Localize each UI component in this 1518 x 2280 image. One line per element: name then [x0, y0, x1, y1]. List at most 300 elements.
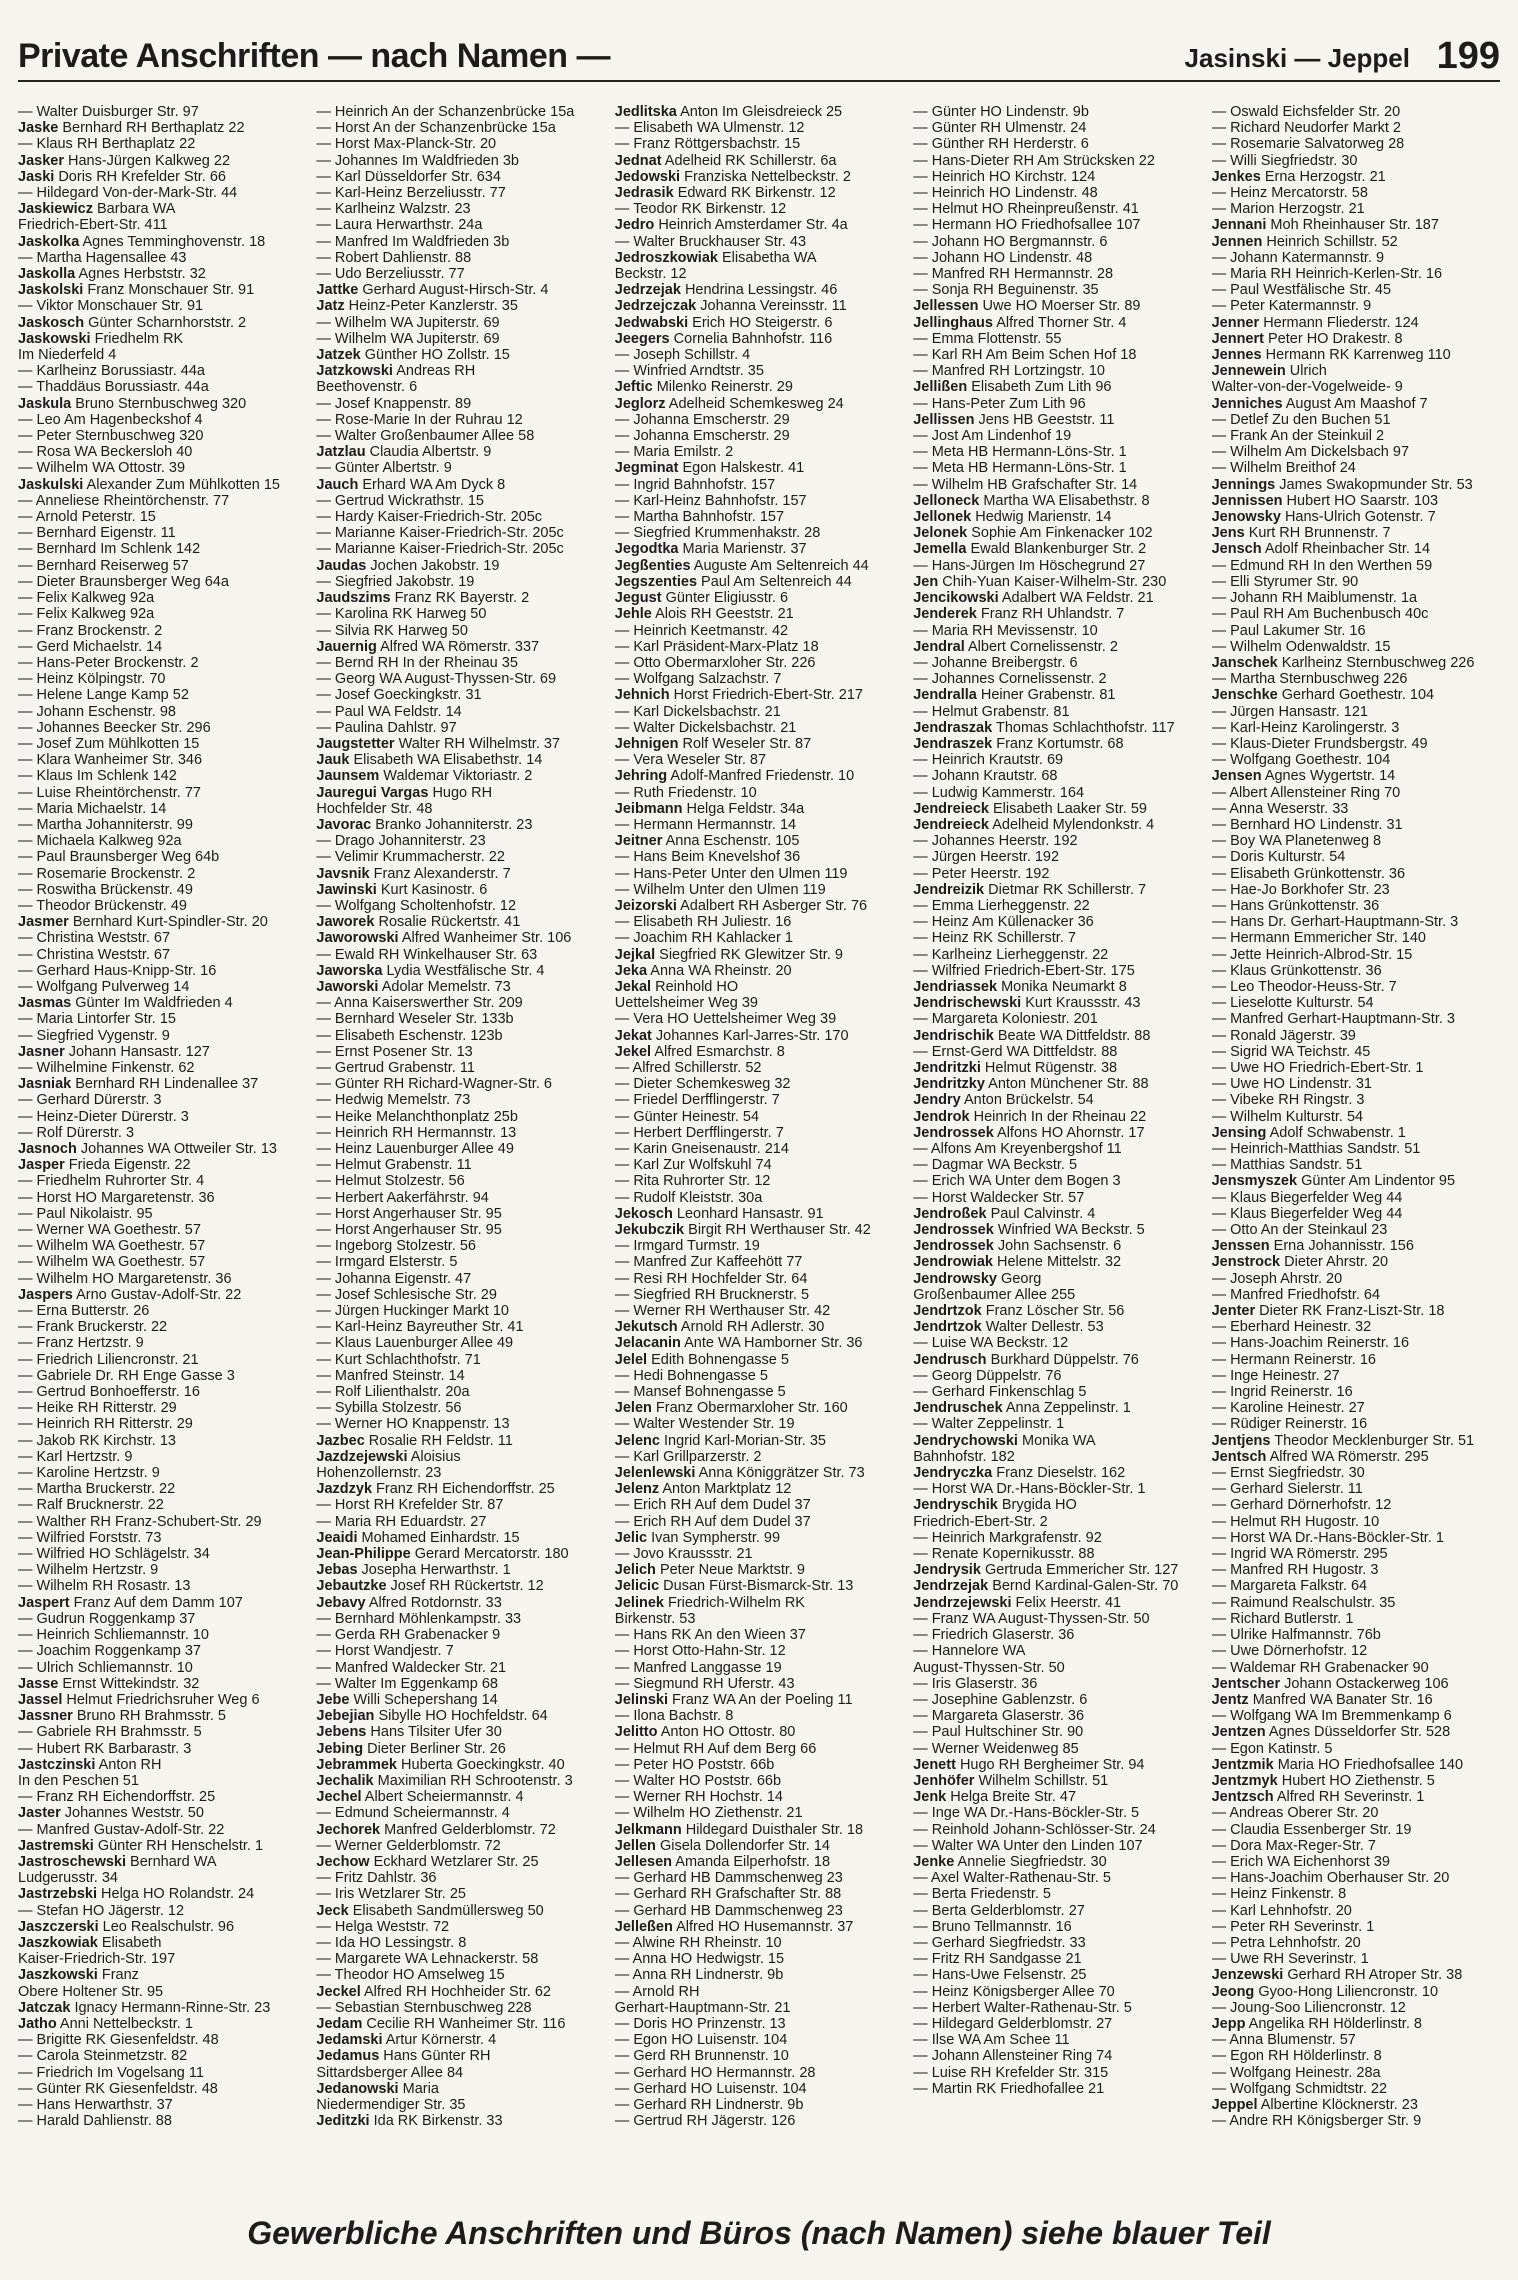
directory-entry	[316, 574, 604, 590]
entry-text: Beckstr. 12	[614, 266, 687, 283]
directory-entry	[18, 752, 306, 768]
entry-text: Johannes Weststr. 50	[64, 1805, 204, 1822]
directory-entry	[913, 606, 1201, 622]
entry-text: — Rosemarie Brockenstr. 2	[18, 865, 196, 882]
entry-text: — Johann RH Maiblumenstr. 1a	[1211, 590, 1418, 607]
directory-entry	[615, 1514, 903, 1530]
directory-entry	[1212, 493, 1500, 509]
surname: Jelitto	[614, 1724, 658, 1741]
directory-entry	[1212, 282, 1500, 298]
directory-entry	[615, 1092, 903, 1108]
entry-text: — Karlheinz Lierheggenstr. 22	[913, 946, 1109, 963]
surname: Jastroschewski	[18, 1853, 127, 1870]
entry-text: Adalbert WA Feldstr. 21	[1001, 590, 1154, 607]
entry-text: — Rüdiger Reinerstr. 16	[1211, 1416, 1368, 1433]
entry-text: — Berta Friedenstr. 5	[913, 1886, 1051, 1903]
directory-entry	[913, 655, 1201, 671]
entry-text: — Walter Zeppelinstr. 1	[913, 1416, 1065, 1433]
entry-text: — Paulina Dahlstr. 97	[316, 719, 457, 736]
directory-entry	[18, 2081, 306, 2097]
directory-entry	[615, 1562, 903, 1578]
entry-text: Helene Mittelstr. 32	[997, 1254, 1122, 1271]
directory-entry	[615, 2000, 903, 2016]
entry-text: Maria	[402, 2080, 439, 2097]
directory-entry	[1212, 1676, 1500, 1692]
entry-text: — Arnold Peterstr. 15	[18, 509, 156, 526]
surname: Jelacanin	[614, 1335, 681, 1352]
entry-text: — Helene Lange Kamp 52	[18, 687, 189, 704]
directory-entry	[316, 1643, 604, 1659]
directory-entry	[913, 1676, 1201, 1692]
entry-text: — Johannes Heerstr. 192	[913, 833, 1078, 850]
directory-entry	[913, 1433, 1201, 1449]
entry-text: — Elisabeth Eschenstr. 123b	[316, 1027, 503, 1044]
directory-entry	[1212, 1303, 1500, 1319]
entry-text: — Gabriele RH Brahmsstr. 5	[18, 1724, 202, 1741]
surname: Javsnik	[316, 865, 370, 882]
entry-text: — Hans Herwarthstr. 37	[18, 2096, 173, 2113]
entry-text: — Ingrid WA Römerstr. 295	[1211, 1546, 1388, 1563]
directory-entry	[316, 768, 604, 784]
directory-entry	[1212, 2032, 1500, 2048]
directory-entry	[1212, 1514, 1500, 1530]
directory-entry	[316, 412, 604, 428]
directory-entry	[1212, 704, 1500, 720]
surname: Jenstrock	[1211, 1254, 1281, 1271]
directory-entry	[1212, 1870, 1500, 1886]
entry-text: Manfred Gelderblomstr. 72	[384, 1821, 556, 1838]
surname: Jebe	[316, 1691, 350, 1708]
directory-entry	[1212, 1416, 1500, 1432]
directory-entry	[316, 1271, 604, 1287]
directory-entry	[18, 1919, 306, 1935]
directory-entry	[615, 590, 903, 606]
entry-text: — Matthias Sandstr. 51	[1211, 1157, 1363, 1174]
entry-text: — Joseph Schillstr. 4	[614, 347, 751, 364]
directory-entry	[1212, 1384, 1500, 1400]
entry-text: — Vera Weseler Str. 87	[614, 752, 767, 769]
entry-text: Gerhard Goethestr. 104	[1281, 687, 1435, 704]
directory-entry	[18, 1400, 306, 1416]
directory-entry	[1212, 1724, 1500, 1740]
entry-text: Wilhelm Schillstr. 51	[978, 1772, 1109, 1789]
surname: Jechow	[316, 1853, 370, 1870]
entry-text: Ernst Wittekindstr. 32	[62, 1675, 200, 1692]
entry-text: — Wolfgang Salzachstr. 7	[614, 671, 782, 688]
entry-text: — Martha Sternbuschweg 226	[1211, 671, 1408, 688]
surname: Jentzmik	[1211, 1756, 1274, 1773]
directory-entry	[1212, 1076, 1500, 1092]
directory-entry	[913, 1303, 1201, 1319]
entry-text: Arno Gustav-Adolf-Str. 22	[76, 1286, 242, 1303]
entry-text: — Erna Butterstr. 26	[18, 1303, 150, 1320]
entry-text: — Wolfgang WA Im Bremmenkamp 6	[1211, 1708, 1452, 1725]
directory-entry	[18, 1692, 306, 1708]
directory-entry	[913, 444, 1201, 460]
directory-entry	[615, 1157, 903, 1173]
entry-text: Anna Königgrätzer Str. 73	[698, 1465, 865, 1482]
directory-entry	[316, 979, 604, 995]
entry-text: — Alwine RH Rheinstr. 10	[614, 1934, 782, 1951]
entry-text: — Hildegard Gelderblomstr. 27	[913, 2015, 1113, 2032]
directory-entry	[913, 866, 1201, 882]
entry-text: — Gerhard Finkenschlag 5	[913, 1384, 1087, 1401]
entry-text: — Vera HO Uettelsheimer Weg 39	[614, 1011, 837, 1028]
entry-text: — Gertrud Wickrathstr. 15	[316, 492, 484, 509]
entry-text: Großenbaumer Allee 255	[913, 1286, 1076, 1303]
directory-entry	[913, 1562, 1201, 1578]
directory-entry	[18, 1805, 306, 1821]
directory-entry	[18, 1497, 306, 1513]
entry-text: — Walter WA Unter den Linden 107	[913, 1837, 1143, 1854]
directory-entry	[1212, 509, 1500, 525]
directory-entry	[316, 1660, 604, 1676]
entry-text: — Wilfried Friedrich-Ebert-Str. 175	[913, 962, 1135, 979]
surname: Jelenc	[614, 1432, 660, 1449]
surname: Jaworska	[316, 962, 383, 979]
entry-text: Hans-Ulrich Gotenstr. 7	[1284, 509, 1436, 526]
directory-entry	[913, 1854, 1201, 1870]
surname: Jatzek	[316, 347, 361, 364]
entry-text: — Paul Westfälische Str. 45	[1211, 282, 1392, 299]
entry-text: — Heinrich RH Hermannstr. 13	[316, 1124, 517, 1141]
entry-text: — Marion Herzogstr. 21	[1211, 201, 1365, 218]
directory-entry	[615, 2016, 903, 2032]
entry-text: — Karoline Hertzstr. 9	[18, 1465, 160, 1482]
directory-entry	[615, 1400, 903, 1416]
entry-text: — Hans-Jürgen Im Höschegrund 27	[913, 557, 1146, 574]
directory-entry	[615, 428, 903, 444]
entry-text: Huberta Goeckingkstr. 40	[401, 1756, 565, 1773]
entry-text: — Wolfgang Scholtenhofstr. 12	[316, 897, 517, 914]
directory-entry	[1212, 1352, 1500, 1368]
entry-text: Alfred WA Römerstr. 337	[380, 638, 540, 655]
directory-entry	[615, 1595, 903, 1611]
directory-entry	[615, 655, 903, 671]
directory-entry	[316, 1676, 604, 1692]
directory-entry	[913, 882, 1201, 898]
directory-entry	[615, 2081, 903, 2097]
directory-entry	[913, 1935, 1201, 1951]
surname: Jebas	[316, 1562, 358, 1579]
directory-entry	[913, 1254, 1201, 1270]
entry-text: Erich HO Steigerstr. 6	[692, 314, 833, 331]
entry-text: Friedhelm RK	[94, 330, 184, 347]
surname: Jatzkowski	[316, 363, 393, 380]
surname: Jegust	[614, 590, 662, 607]
entry-text: Auguste Am Seltenreich 44	[693, 557, 869, 574]
directory-entry	[1212, 1497, 1500, 1513]
entry-text: — Bernhard HO Lindenstr. 31	[1211, 816, 1403, 833]
entry-text: — Petra Lehnhofstr. 20	[1211, 1934, 1361, 1951]
directory-entry	[18, 914, 306, 930]
entry-text: — Frank An der Steinkuil 2	[1211, 428, 1385, 445]
directory-entry	[913, 1173, 1201, 1189]
entry-text: — Wilhelm Breithof 24	[1211, 460, 1356, 477]
entry-text: Johannes WA Ottweiler Str. 13	[80, 1141, 277, 1157]
entry-text: — Joung-Soo Liliencronstr. 12	[1211, 1999, 1406, 2016]
directory-entry	[316, 1060, 604, 1076]
directory-entry	[913, 1368, 1201, 1384]
directory-entry	[18, 1368, 306, 1384]
directory-entry	[913, 104, 1201, 120]
directory-entry	[615, 1190, 903, 1206]
directory-entry	[1212, 930, 1500, 946]
surname: Jendrok	[913, 1108, 970, 1125]
directory-entry	[316, 1611, 604, 1627]
directory-entry	[913, 315, 1201, 331]
directory-entry	[18, 1125, 306, 1141]
surname: Jenderek	[913, 606, 977, 623]
directory-entry	[18, 639, 306, 655]
entry-text: Günter Eligiusstr. 6	[665, 590, 789, 607]
entry-text: — Doris Kulturstr. 54	[1211, 849, 1346, 866]
entry-text: Ulrich	[1289, 363, 1327, 380]
entry-text: Brygida HO	[1001, 1497, 1077, 1514]
directory-entry	[1212, 1044, 1500, 1060]
directory-entry	[316, 1109, 604, 1125]
surname: Jentzen	[1211, 1724, 1266, 1741]
entry-text: — Gertrud Bonhoefferstr. 16	[18, 1384, 200, 1401]
surname: Jaudszims	[316, 590, 391, 607]
entry-text: — Hardy Kaiser-Friedrich-Str. 205c	[316, 509, 543, 526]
entry-text: — Hedi Bohnengasse 5	[614, 1367, 768, 1384]
directory-entry	[316, 136, 604, 152]
entry-text: — Teodor RK Birkenstr. 12	[614, 201, 787, 218]
entry-text: Burkhard Düppelstr. 76	[990, 1351, 1139, 1368]
surname: Jentz	[1211, 1691, 1249, 1708]
entry-text: — Jürgen Heerstr. 192	[913, 849, 1060, 866]
entry-text: Bahnhofstr. 182	[913, 1448, 1015, 1465]
directory-entry	[18, 1935, 306, 1951]
directory-entry	[316, 687, 604, 703]
directory-entry	[913, 120, 1201, 136]
directory-entry	[18, 898, 306, 914]
surname: Jaspert	[18, 1594, 70, 1611]
directory-entry	[615, 1546, 903, 1562]
entry-text: — Dieter Schemkesweg 32	[614, 1076, 791, 1093]
entry-text: Johanna Vereinsstr. 11	[700, 298, 847, 315]
directory-entry	[913, 525, 1201, 541]
entry-text: Ivan Sympherstr. 99	[651, 1529, 781, 1546]
directory-entry	[18, 1530, 306, 1546]
directory-entry	[18, 444, 306, 460]
surname: Jaskiewicz	[18, 201, 93, 218]
entry-text: — Karl Grillparzerstr. 2	[614, 1448, 762, 1465]
entry-text: — Karl-Heinz Bayreuther Str. 41	[316, 1319, 524, 1336]
entry-text: — Doris HO Prinzenstr. 13	[614, 2015, 786, 2032]
directory-entry	[316, 1757, 604, 1773]
surname: Jauch	[316, 476, 359, 493]
directory-entry	[913, 1805, 1201, 1821]
directory-entry	[18, 250, 306, 266]
entry-text: — Bernhard Eigenstr. 11	[18, 525, 176, 542]
directory-entry	[18, 963, 306, 979]
entry-text: Anton HO Ottostr. 80	[660, 1724, 796, 1741]
entry-text: — Joachim Roggenkamp 37	[18, 1643, 201, 1660]
directory-entry	[1212, 266, 1500, 282]
surname: Jensing	[1211, 1124, 1267, 1141]
surname: Jebing	[316, 1740, 364, 1757]
directory-entry	[913, 1028, 1201, 1044]
surname: Jendrychowski	[913, 1432, 1018, 1449]
entry-text: — Ernst Posener Str. 13	[316, 1043, 473, 1060]
entry-text: Dietmar RK Schillerstr. 7	[988, 881, 1147, 898]
directory-entry	[913, 1789, 1201, 1805]
surname: Jedro	[614, 217, 655, 234]
directory-entry	[615, 1611, 903, 1627]
directory-entry	[913, 169, 1201, 185]
entry-text: — Wilhelm HO Margaretenstr. 36	[18, 1270, 232, 1287]
entry-text: — Silvia RK Harweg 50	[316, 622, 468, 639]
directory-entry	[1212, 444, 1500, 460]
entry-text: — Gerhard Dürerstr. 3	[18, 1092, 162, 1109]
entry-text: Ante WA Hamborner Str. 36	[684, 1335, 863, 1352]
entry-text: Ida RK Birkenstr. 33	[373, 2113, 503, 2130]
surname: Jedrzejczak	[614, 298, 697, 315]
entry-text: Thomas Schlachthofstr. 117	[995, 719, 1175, 736]
directory-entry	[1212, 1789, 1500, 1805]
entry-text: Siegfried RK Glewitzer Str. 9	[659, 946, 843, 963]
entry-text: — Otto An der Steinkaul 23	[1211, 1222, 1388, 1239]
directory-entry	[1212, 1951, 1500, 1967]
directory-entry	[316, 282, 604, 298]
surname: Jennewein	[1211, 363, 1286, 380]
entry-text: — Margarete WA Lehnackerstr. 58	[316, 1951, 539, 1968]
directory-entry	[1212, 2065, 1500, 2081]
directory-entry	[316, 363, 604, 379]
directory-entry	[913, 396, 1201, 412]
entry-text: — Peter Heerstr. 192	[913, 865, 1050, 882]
entry-text: Helmut Rügenstr. 38	[984, 1059, 1118, 1076]
entry-text: — Jovo Kraussstr. 21	[614, 1546, 753, 1563]
directory-entry	[913, 1287, 1201, 1303]
directory-entry	[18, 1514, 306, 1530]
entry-text: — Franz Röttgersbachstr. 15	[614, 136, 801, 153]
entry-text: Annelie Siegfriedstr. 30	[957, 1853, 1107, 1870]
directory-entry	[1212, 2048, 1500, 2064]
directory-entry	[18, 234, 306, 250]
entry-text: — Heinz Finkenstr. 8	[1211, 1886, 1347, 1903]
surname: Jennen	[1211, 233, 1263, 250]
entry-text: Reinhold HO	[655, 978, 739, 995]
directory-entry	[316, 671, 604, 687]
surname: Jedwabski	[614, 314, 689, 331]
directory-entry	[615, 687, 903, 703]
directory-entry	[1212, 558, 1500, 574]
directory-entry	[316, 720, 604, 736]
directory-entry	[18, 541, 306, 557]
entry-text: Sophie Am Finkenacker 102	[971, 525, 1153, 542]
entry-text: — Hans-Peter Brockenstr. 2	[18, 654, 199, 671]
surname: Jaskolla	[18, 266, 76, 283]
surname: Jemella	[913, 541, 967, 558]
surname: Jeckel	[316, 1983, 361, 2000]
entry-text: — Gerhard HO Luisenstr. 104	[614, 2080, 807, 2097]
surname: Jaspers	[18, 1286, 73, 1303]
surname: Jelich	[614, 1562, 656, 1579]
entry-text: — Karl Hertzstr. 9	[18, 1448, 133, 1465]
directory-entry	[913, 1238, 1201, 1254]
entry-text: — Maria Lintorfer Str. 15	[18, 1011, 176, 1028]
directory-entry	[1212, 347, 1500, 363]
entry-text: — Franz Brockenstr. 2	[18, 622, 163, 639]
surname: Jehnigen	[614, 735, 679, 752]
directory-entry	[316, 1708, 604, 1724]
entry-text: Hohenzollernstr. 23	[316, 1465, 442, 1482]
entry-text: Alfred RH Severinstr. 1	[1276, 1789, 1425, 1806]
directory-entry	[316, 217, 604, 233]
entry-text: Bernhard WA	[130, 1853, 217, 1870]
entry-text: — Hans-Peter Unter den Ulmen 119	[614, 865, 848, 882]
directory-entry	[18, 1416, 306, 1432]
entry-text: — Heinrich Schliemannstr. 10	[18, 1627, 209, 1644]
directory-entry	[913, 1109, 1201, 1125]
directory-entry	[1212, 379, 1500, 395]
directory-entry	[316, 1028, 604, 1044]
entry-text: — Siegfried Vygenstr. 9	[18, 1027, 170, 1044]
entry-text: — Christina Weststr. 67	[18, 946, 171, 963]
directory-entry	[615, 1465, 903, 1481]
column-2	[316, 104, 604, 2170]
surname: Jensch	[1211, 541, 1262, 558]
entry-text: Heinrich Schillstr. 52	[1266, 233, 1398, 250]
entry-text: — Christina Weststr. 67	[18, 930, 171, 947]
directory-entry	[316, 655, 604, 671]
surname: Janschek	[1211, 654, 1278, 671]
entry-text: — Margareta Koloniestr. 201	[913, 1011, 1098, 1028]
surname: Jeibmann	[614, 800, 683, 817]
entry-text: Obere Holtener Str. 95	[18, 1983, 164, 2000]
directory-entry	[913, 1530, 1201, 1546]
directory-entry	[913, 1886, 1201, 1902]
entry-text: August Am Maashof 7	[1285, 395, 1428, 412]
entry-text: Agnes Wygertstr. 14	[1264, 768, 1396, 785]
directory-entry	[913, 1967, 1201, 1983]
entry-text: — Iris Wetzlarer Str. 25	[316, 1886, 466, 1903]
directory-entry	[316, 1449, 604, 1465]
entry-text: — Klaus-Dieter Frundsbergstr. 49	[1211, 735, 1428, 752]
surname: Jendrischik	[913, 1027, 994, 1044]
surname: Jedamus	[316, 2048, 380, 2065]
directory-entry	[913, 1611, 1201, 1627]
directory-entry	[615, 1416, 903, 1432]
entry-text: Hubert HO Saarstr. 103	[1286, 492, 1439, 509]
directory-entry	[913, 2032, 1201, 2048]
directory-entry	[18, 1254, 306, 1270]
surname: Jebens	[316, 1724, 367, 1741]
entry-text: — Leo Am Hagenbeckshof 4	[18, 411, 203, 428]
directory-entry	[1212, 606, 1500, 622]
entry-text: — Gudrun Roggenkamp 37	[18, 1610, 196, 1627]
directory-entry	[615, 1173, 903, 1189]
directory-entry	[1212, 396, 1500, 412]
directory-entry	[913, 1757, 1201, 1773]
directory-entry	[18, 2016, 306, 2032]
surname: Jensmyszek	[1211, 1173, 1298, 1190]
directory-entry	[316, 460, 604, 476]
surname: Jentzsch	[1211, 1789, 1274, 1806]
directory-entry	[615, 898, 903, 914]
directory-entry	[18, 1822, 306, 1838]
surname: Jenhöfer	[913, 1772, 975, 1789]
entry-text: Günter Am Lindentor 95	[1301, 1173, 1456, 1190]
directory-entry	[1212, 185, 1500, 201]
entry-text: — Klaus Grünkottenstr. 36	[1211, 962, 1382, 979]
entry-text: — Klaus Biegerfelder Weg 44	[1211, 1205, 1403, 1222]
directory-entry	[1212, 1222, 1500, 1238]
entry-text: — Hans-Joachim Oberhauser Str. 20	[1211, 1870, 1450, 1887]
